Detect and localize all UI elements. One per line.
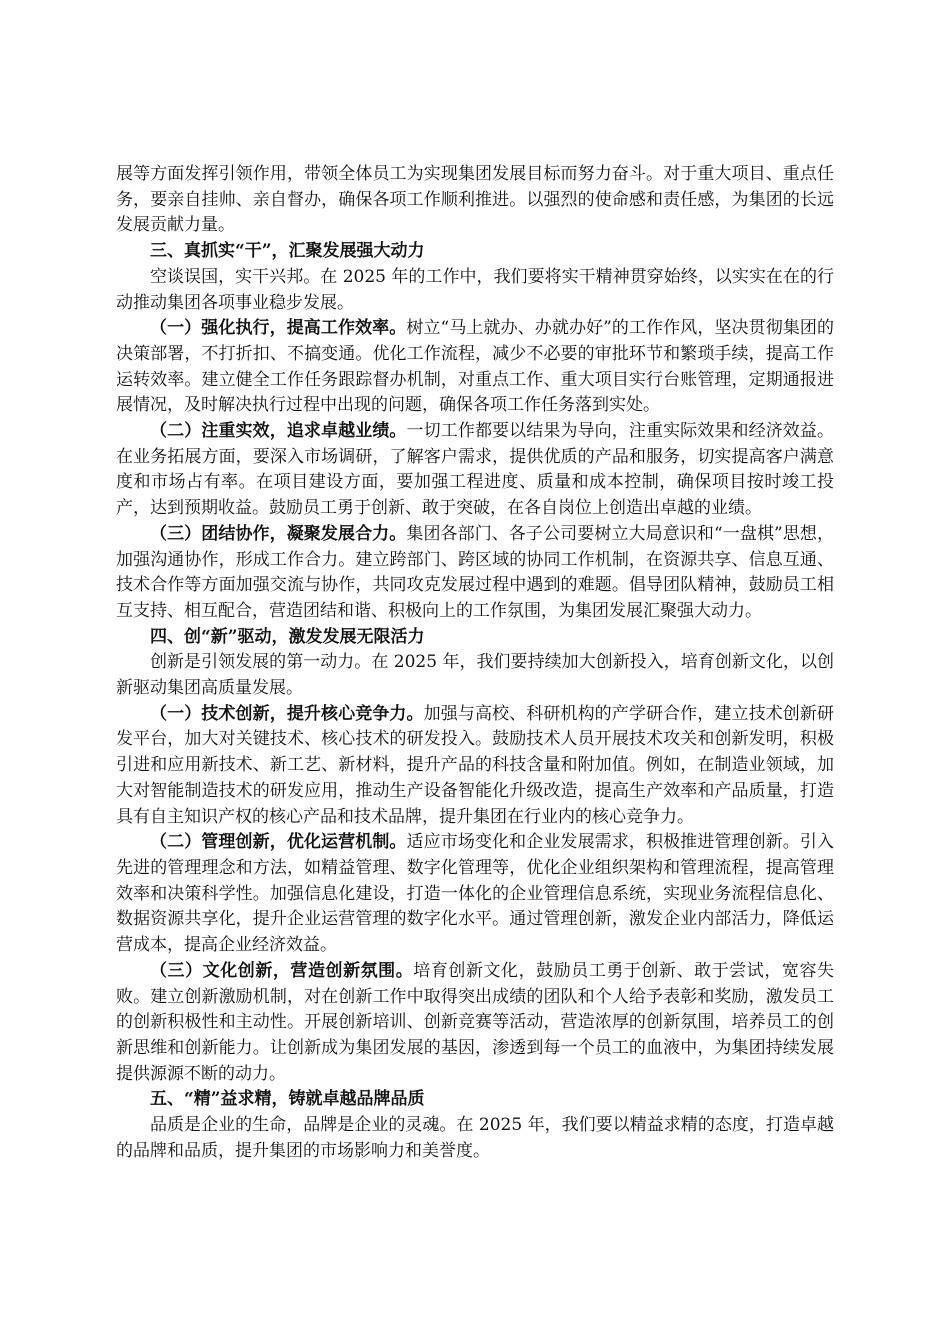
- section-heading-4: 四、创“新”驱动，激发发展无限活力: [150, 626, 425, 647]
- item-text: 树立“马上就办、办就办好”的工作作风，坚决贯彻集团的决策部署，不打折扣、不搞变通。优化工作流程，减少不必要的审批环节和繁琐手续，提高工作运转效率。建立健全工作任务跟踪督办机制，对重点工作、重大项目实行台账管理，定期通报进展情况，及时解决执行过程中出现的问题，确保各项工作任务落到实处。: [116, 318, 834, 416]
- document-body: [116, 162, 834, 1164]
- item-lead: （二）注重实效，追求卓越业绩。: [150, 421, 407, 442]
- section-3-item-2: [116, 419, 834, 522]
- section-heading-5: 五、“精”益求精，铸就卓越品牌品质: [150, 1089, 425, 1110]
- item-lead: （三）团结协作，凝聚发展合力。: [150, 523, 407, 544]
- section-heading-3: 三、真抓实“干”，汇聚发展强大动力: [150, 241, 425, 262]
- item-text: 加强与高校、科研机构的产学研合作，建立技术创新研发平台，加大对关键技术、核心技术的研发投入。鼓励技术人员开展技术攻关和创新发明，积极引进和应用新技术、新工艺、新材料，提升产品的科技含量和附加值。例如，在制造业领域，加大对智能制造技术的研发应用，推动生产设备智能化升级改造，提高生产效率和产品质量，打造具有自主知识产权的核心产品和技术品牌，提升集团在行业内的核心竞争力。: [116, 703, 834, 827]
- section-4-item-2: [116, 830, 834, 959]
- item-text: 集团各部门、各子公司要树立大局意识和“一盘棋”思想，加强沟通协作，形成工作合力。建立跨部门、跨区域的协同工作机制，在资源共享、信息互通、技术合作等方面加强交流与协作，共同攻克发展过程中遇到的难题。倡导团队精神，鼓励员工相互支持、相互配合，营造团结和谐、积极向上的工作氛围，为集团发展汇聚强大动力。: [116, 523, 834, 621]
- item-lead: （三）文化创新，营造创新氛围。: [150, 960, 414, 981]
- section-4-item-1: [116, 702, 834, 831]
- item-lead: （一）技术创新，提升核心竞争力。: [150, 703, 424, 724]
- item-lead: （一）强化执行，提高工作效率。: [150, 318, 407, 339]
- section-4-intro: 创新是引领发展的第一动力。在 2025 年，我们要持续加大创新投入，培育创新文化，以创新驱动集团高质量发展。: [116, 652, 834, 699]
- item-lead: （二）管理创新，优化运营机制。: [150, 832, 407, 853]
- item-text: 培育创新文化，鼓励员工勇于创新、敢于尝试，宽容失败。建立创新激励机制，对在创新工作中取得突出成绩的团队和个人给予表彰和奖励，激发员工的创新积极性和主动性。开展创新培训、创新竞赛等活动，营造浓厚的创新氛围，培养员工的创新思维和创新能力。让创新成为集团发展的基因，渗透到每一个员工的血液中，为集团持续发展提供源源不断的动力。: [116, 960, 835, 1084]
- section-3-item-1: [116, 316, 834, 419]
- paragraph-continuation: 展等方面发挥引领作用，带领全体员工为实现集团发展目标而努力奋斗。对于重大项目、重点任务，要亲自挂帅、亲自督办，确保各项工作顺利推进。以强烈的使命感和责任感，为集团的长远发展贡献力量。: [116, 164, 834, 236]
- section-3-item-3: [116, 522, 834, 625]
- section-5-intro: 品质是企业的生命，品牌是企业的灵魂。在 2025 年，我们要以精益求精的态度，打造卓越的品牌和品质，提升集团的市场影响力和美誉度。: [116, 1115, 834, 1161]
- item-text: 适应市场变化和企业发展需求，积极推进管理创新。引入先进的管理理念和方法，如精益管理、数字化管理等，优化企业组织架构和管理流程，提高管理效率和决策科学性。加强信息化建设，打造一体化的企业管理信息系统，实现业务流程信息化、数据资源共享化，提升企业运营管理的数字化水平。通过管理创新，激发企业内部活力，降低运营成本，提高企业经济效益。: [116, 832, 835, 956]
- section-4-item-3: [116, 959, 834, 1088]
- item-text: 一切工作都要以结果为导向，注重实际效果和经济效益。在业务拓展方面，要深入市场调研，了解客户需求，提供优质的产品和服务，切实提高客户满意度和市场占有率。在项目建设方面，要加强工程进度、质量和成本控制，确保项目按时竣工投产，达到预期收益。鼓励员工勇于创新、敢于突破，在各自岗位上创造出卓越的业绩。: [116, 421, 835, 519]
- section-3-intro: 空谈误国，实干兴邦。在 2025 年的工作中，我们要将实干精神贯穿始终，以实实在在的行动推动集团各项事业稳步发展。: [116, 266, 834, 313]
